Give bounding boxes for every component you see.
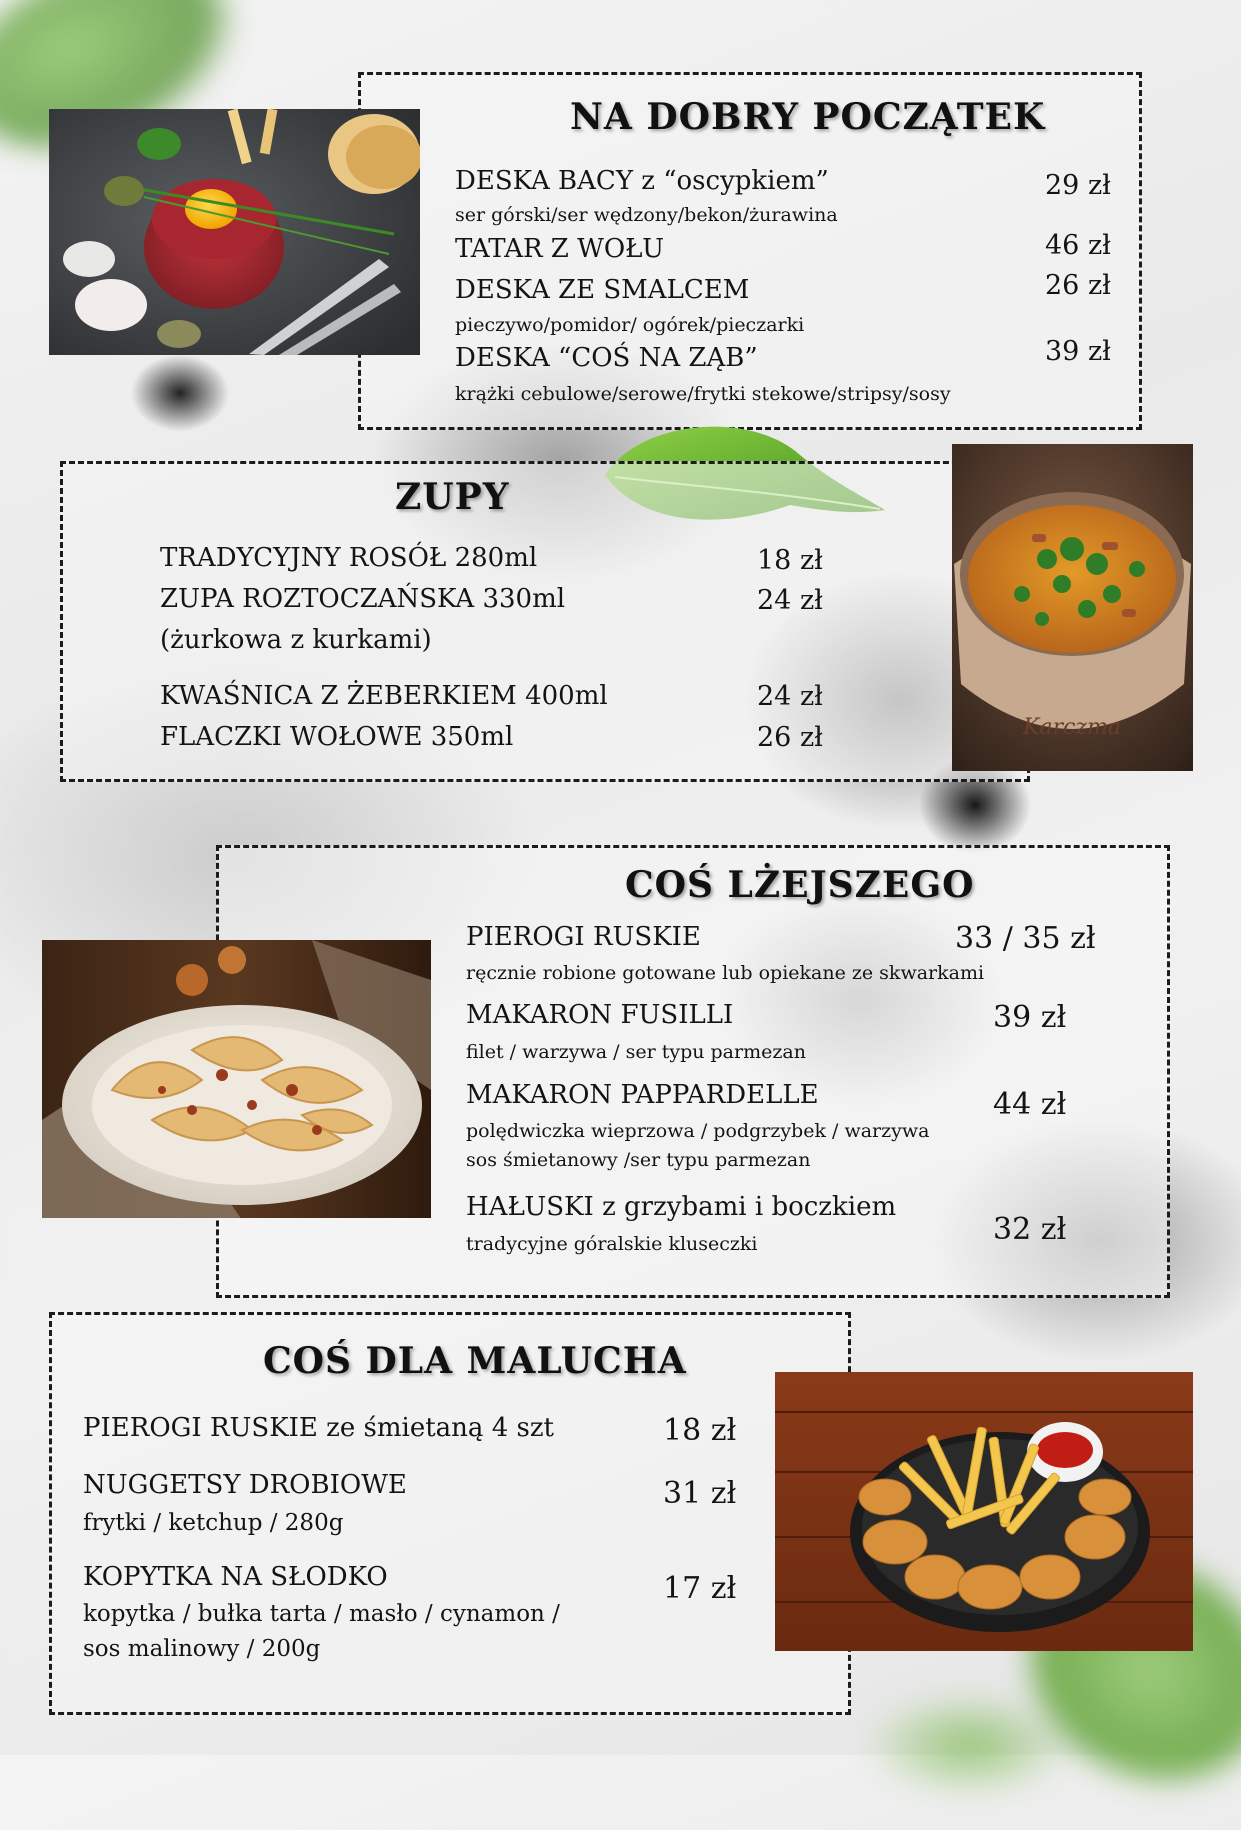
menu-item-name: KWAŚNICA Z ŻEBERKIEM 400ml [160,681,608,711]
bottom-right-leaf-decoration-2 [860,1690,1080,1800]
section-title: ZUPY [395,476,510,518]
menu-item-name: MAKARON PAPPARDELLE [466,1080,819,1110]
menu-item-price: 17 zł [663,1571,737,1606]
section-title: COŚ DLA MALUCHA [263,1340,687,1382]
section-title: COŚ LŻEJSZEGO [625,864,975,906]
menu-item-description: ser górski/ser wędzony/bekon/żurawina [455,204,838,226]
menu-item-name: HAŁUSKI z grzybami i boczkiem [466,1192,897,1222]
nuggets-fries-photo [775,1372,1193,1651]
menu-item-name: DESKA “COŚ NA ZĄB” [455,343,758,373]
menu-item-description: ręcznie robione gotowane lub opiekane ze skwarkami [466,962,985,984]
menu-item-price: 29 zł [1045,170,1111,201]
menu-item-name: DESKA BACY z “oscypkiem” [455,166,829,196]
menu-item-description-line2: sos malinowy / 200g [83,1636,321,1662]
menu-item-description: polędwiczka wieprzowa / podgrzybek / warzywa [466,1120,930,1142]
menu-item-name: DESKA ZE SMALCEM [455,275,750,305]
bowl-inscription: Karczma [1023,715,1121,740]
menu-item-price: 31 zł [663,1476,737,1511]
menu-item-price: 32 zł [993,1212,1067,1247]
menu-item-name: PIEROGI RUSKIE ze śmietaną 4 szt [83,1413,554,1443]
menu-item-price: 46 zł [1045,230,1111,261]
section-title: NA DOBRY POCZĄTEK [570,96,1046,138]
menu-item-price: 39 zł [1045,336,1111,367]
menu-item-price: 18 zł [663,1413,737,1448]
pierogi-plate-photo [42,940,431,1218]
menu-item-price: 39 zł [993,1000,1067,1035]
beef-tartare-photo [49,109,420,355]
menu-item-price: 26 zł [1045,270,1111,301]
menu-item-name: PIEROGI RUSKIE [466,922,701,952]
menu-item-description-line2: sos śmietanowy /ser typu parmezan [466,1149,811,1171]
menu-item-price: 24 zł [757,585,823,616]
menu-item-price: 33 / 35 zł [955,921,1096,956]
menu-item-description: pieczywo/pomidor/ ogórek/pieczarki [455,314,805,336]
menu-item-description: tradycyjne góralskie kluseczki [466,1233,758,1255]
menu-item-name: TRADYCYJNY ROSÓŁ 280ml [160,543,538,573]
menu-item-description: filet / warzywa / ser typu parmezan [466,1041,806,1063]
menu-item-description: kopytka / bułka tarta / masło / cynamon / [83,1601,560,1627]
menu-item-description: krążki cebulowe/serowe/frytki stekowe/stripsy/sosy [455,383,951,405]
menu-item-price: 44 zł [993,1087,1067,1122]
menu-item-price: 18 zł [757,545,823,576]
menu-item-name: FLACZKI WOŁOWE 350ml [160,722,514,752]
menu-item-price: 26 zł [757,722,823,753]
menu-item-price: 24 zł [757,681,823,712]
menu-item-name: MAKARON FUSILLI [466,1000,734,1030]
menu-item-name: KOPYTKA NA SŁODKO [83,1562,388,1592]
soup-bowl-photo [952,444,1193,771]
menu-item-name: ZUPA ROZTOCZAŃSKA 330ml [160,584,566,614]
menu-item-name: TATAR Z WOŁU [455,234,665,264]
menu-item-description: frytki / ketchup / 280g [83,1510,344,1536]
menu-item-name: NUGGETSY DROBIOWE [83,1470,407,1500]
menu-item-description: (żurkowa z kurkami) [160,625,432,655]
